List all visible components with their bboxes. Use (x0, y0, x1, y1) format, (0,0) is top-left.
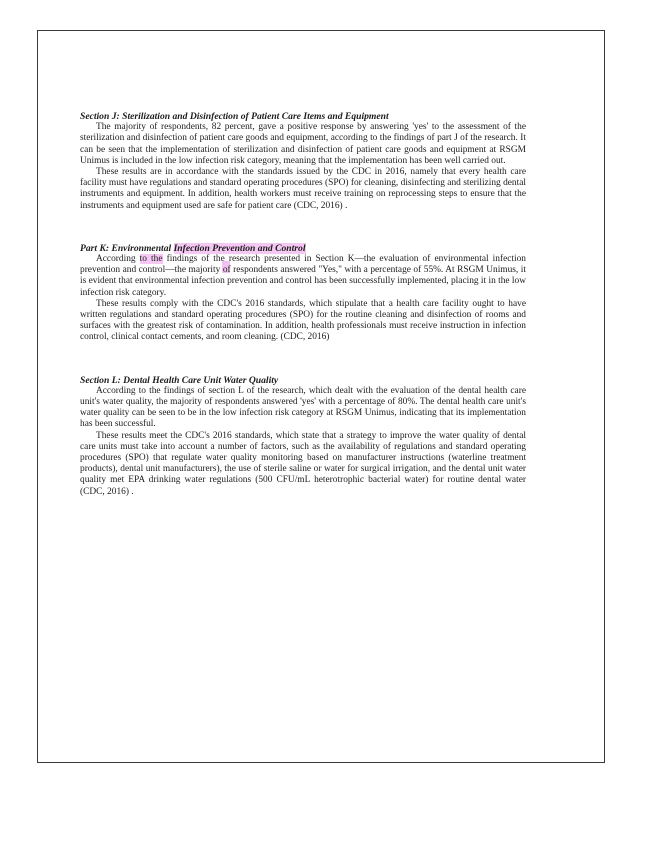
paragraph: The majority of respondents, 82 percent, gave a positive response by answering 'yes' to the assessment of the sterilization and disinfection of patient care goods and equipment, according to the findings of part J of the research. It can be seen that the implementation of sterilization and disinfection of patient care goods and equipment at RSGM Unimus is included in the low infection risk category, meaning that the implementation has been well carried out. (80, 122, 526, 166)
section-heading (80, 243, 526, 254)
section-heading: Section L: Dental Health Care Unit Water Quality (80, 374, 279, 386)
heading-text: Part K: Environmental (80, 242, 174, 254)
paragraph-text: findings of the research presented in Section K—the evaluation of environmental infection prevention and control—the majority of respondents answered "Yes," with a percentage of 55%. At RSGM Unimus, it is evident that environmental infection prevention and control has been successfully implemented, placing it in the low infection risk category. (80, 254, 526, 298)
paragraph (80, 254, 526, 299)
highlighted-text: Infection Prevention and Control (173, 242, 306, 254)
document-body (80, 80, 526, 498)
section-j (80, 111, 526, 212)
section-l (80, 375, 526, 498)
paragraph: These results are in accordance with the standards issued by the CDC in 2016, namely that every health care facility must have regulations and standard operating procedures (SPO) for cleaning, disinfecting and sterilizing dental instruments and equipment. In addition, health workers must receive training on reprocessing steps to ensure that the instruments and equipment used are safe for patient care (CDC, 2016) . (80, 167, 526, 211)
paragraph-text: According (96, 254, 140, 265)
section-k (80, 243, 526, 344)
paragraph: These results comply with the CDC's 2016 standards, which stipulate that a health care facility ought to have written regulations and standard operating procedures (SPO) for the routine cleaning and disinfection of rooms and surfaces with the greatest risk of contamination. In addition, health professionals must receive instruction in infection control, clinical contact cements, and room cleaning. (CDC, 2016) (80, 298, 526, 343)
section-heading: Section J: Sterilization and Disinfection of Patient Care Items and Equipment (80, 111, 389, 122)
paragraph: These results meet the CDC's 2016 standards, which state that a strategy to improve the water quality of dental care units must take into account a number of factors, such as the availability of regulations and standard operating procedures (SPO) that regulate water quality monitoring based on manufacturer instructions (waterline treatment products), dental unit manufacturers), the use of sterile saline or water for surgical irrigation, and the dental unit water quality met EPA drinking water regulations (500 CFU/mL heterotrophic bacterial water) for routine dental water (CDC, 2016) . (80, 430, 526, 497)
paragraph: According to the findings of section L of the research, which dealt with the evaluation of the dental health care unit's water quality, the majority of respondents answered 'yes' with a percentage of 80%. The dental health care unit's water quality can be seen to be in the low infection risk category at RSGM Unimus, indicating that its implementation has been successful. (80, 385, 526, 430)
highlighted-text: to the (139, 254, 163, 265)
